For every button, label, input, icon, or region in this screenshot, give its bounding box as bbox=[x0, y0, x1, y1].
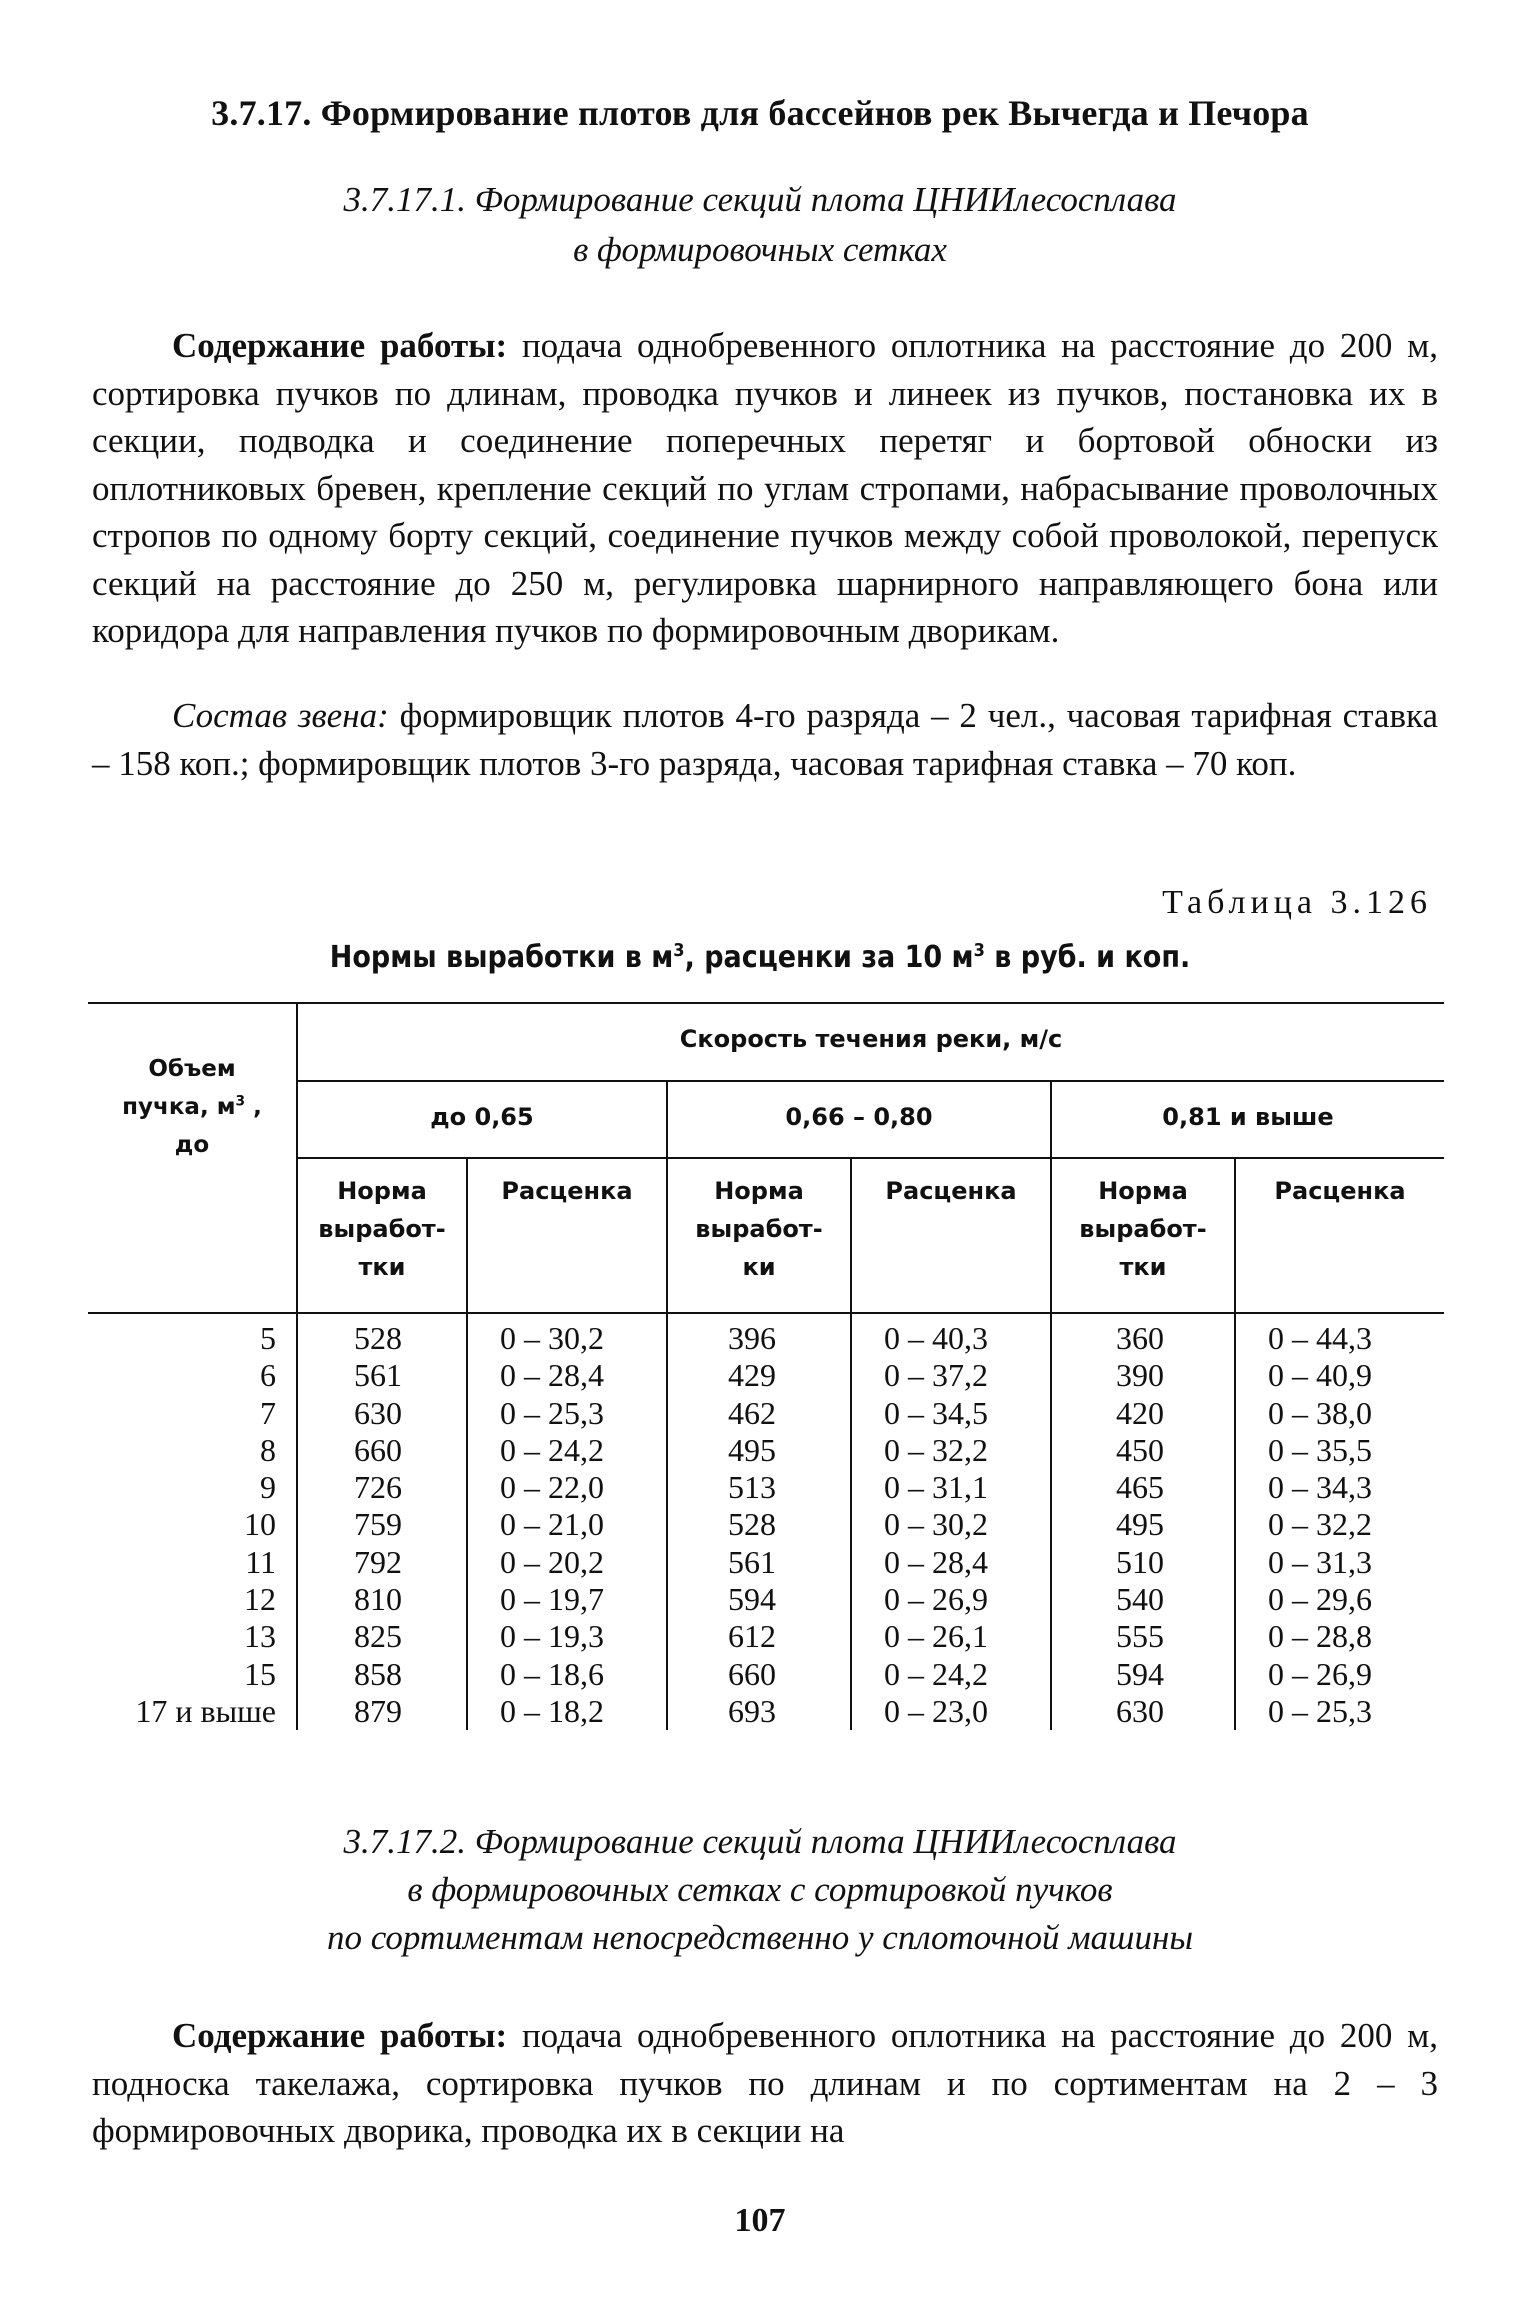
page-number: 107 bbox=[734, 2202, 786, 2239]
rate-header-2: Расценка bbox=[885, 1177, 1017, 1205]
rate-cell-2: 0 – 23,0 bbox=[884, 1692, 988, 1729]
rate-column-2 bbox=[884, 1320, 1044, 1730]
norm-cell-3: 555 bbox=[1116, 1618, 1164, 1655]
norm-header-3-line-1: Норма bbox=[1098, 1177, 1188, 1205]
norm-cell-2: 594 bbox=[728, 1581, 776, 1618]
table-caption-part-3: в руб. и коп. bbox=[984, 940, 1191, 975]
crew-label: Состав звена: bbox=[172, 696, 389, 735]
rate-cell-1: 0 – 18,6 bbox=[500, 1655, 604, 1692]
subsection-2-title-line-1: 3.7.17.2. Формирование секций плота ЦНИИлесосплава bbox=[343, 1822, 1177, 1861]
table-number: Таблица 3.126 bbox=[1162, 884, 1432, 921]
section-title: 3.7.17. Формирование плотов для бассейнов рек Вычегда и Печора bbox=[211, 93, 1309, 133]
norm-header-1-line-1: Норма bbox=[337, 1177, 427, 1205]
rate-cell-1: 0 – 19,3 bbox=[500, 1618, 604, 1655]
rate-cell-2: 0 – 24,2 bbox=[884, 1655, 988, 1692]
rate-cell-2: 0 – 28,4 bbox=[884, 1543, 988, 1580]
norm-header-1-line-2: выработ- bbox=[318, 1215, 446, 1243]
col-volume-header-line-1: Объем bbox=[148, 1056, 236, 1082]
rate-cell-1: 0 – 22,0 bbox=[500, 1469, 604, 1506]
norm-cell-2: 462 bbox=[728, 1394, 776, 1431]
rate-cell-1: 0 – 20,2 bbox=[500, 1543, 604, 1580]
norm-cell-3: 360 bbox=[1116, 1320, 1164, 1356]
volume-cell: 5 bbox=[260, 1320, 276, 1356]
norm-header-2-line-3: ки bbox=[742, 1253, 776, 1281]
rate-cell-2: 0 – 37,2 bbox=[884, 1357, 988, 1394]
norm-cell-2: 528 bbox=[728, 1506, 776, 1543]
norm-cell-3: 630 bbox=[1116, 1692, 1164, 1729]
rate-cell-2: 0 – 31,1 bbox=[884, 1469, 988, 1506]
norm-cell-1: 726 bbox=[354, 1469, 402, 1506]
crew-text: формировщик плотов 4-го разряда – 2 чел., часовая тарифная ставка – 158 коп.; формировщик плотов 3-го разряда, часовая тарифная ставка – 70 коп. bbox=[92, 696, 1439, 783]
rate-cell-1: 0 – 25,3 bbox=[500, 1394, 604, 1431]
subsection-2-title-line-2: в формировочных сетках с сортировкой пучков bbox=[407, 1870, 1113, 1909]
subsection-1-title-line-2: в формировочных сетках bbox=[573, 230, 947, 269]
norm-cell-1: 879 bbox=[354, 1692, 402, 1729]
rate-cell-1: 0 – 28,4 bbox=[500, 1357, 604, 1394]
norm-cell-1: 792 bbox=[354, 1543, 402, 1580]
volume-cell: 11 bbox=[245, 1543, 276, 1580]
rate-cell-3: 0 – 31,3 bbox=[1268, 1543, 1372, 1580]
rate-cell-3: 0 – 35,5 bbox=[1268, 1431, 1372, 1468]
norm-cell-3: 540 bbox=[1116, 1581, 1164, 1618]
norm-cell-2: 561 bbox=[728, 1543, 776, 1580]
norm-cell-1: 810 bbox=[354, 1581, 402, 1618]
header-bottom-rule bbox=[88, 1312, 1444, 1314]
rate-cell-1: 0 – 30,2 bbox=[500, 1320, 604, 1356]
col-volume-header-line-3: до bbox=[174, 1132, 210, 1158]
rate-cell-3: 0 – 34,3 bbox=[1268, 1469, 1372, 1506]
work-content-2-paragraph bbox=[92, 2012, 1438, 2155]
norm-cell-2: 396 bbox=[728, 1320, 776, 1356]
norm-header-3-line-3: тки bbox=[1119, 1253, 1167, 1281]
volume-cell: 15 bbox=[244, 1655, 276, 1692]
subsection-2-title-line-3: по сортиментам непосредственно у сплоточной машины bbox=[326, 1918, 1194, 1957]
rate-header-1: Расценка bbox=[501, 1177, 633, 1205]
rate-cell-3: 0 – 32,2 bbox=[1268, 1506, 1372, 1543]
norm-column-1 bbox=[298, 1320, 458, 1730]
norm-header-1 bbox=[298, 1172, 466, 1286]
volume-cell: 8 bbox=[260, 1431, 276, 1468]
rate-cell-3: 0 – 38,0 bbox=[1268, 1394, 1372, 1431]
norms-table bbox=[88, 1002, 1444, 1730]
g2-inner-divider bbox=[850, 1157, 852, 1730]
volume-cell: 10 bbox=[244, 1506, 276, 1543]
col-volume-header-line-2: пучка, $м^3$ , bbox=[122, 1093, 262, 1120]
norm-cell-3: 450 bbox=[1116, 1431, 1164, 1468]
table-caption-part-2: , расценки за 10 м bbox=[684, 940, 974, 975]
rate-cell-2: 0 – 40,3 bbox=[884, 1320, 988, 1356]
group-header-rule bbox=[296, 1157, 1444, 1159]
volume-cell: 12 bbox=[244, 1581, 276, 1618]
norm-cell-3: 420 bbox=[1116, 1394, 1164, 1431]
rate-cell-1: 0 – 21,0 bbox=[500, 1506, 604, 1543]
volume-cell: 9 bbox=[260, 1469, 276, 1506]
norm-cell-2: 495 bbox=[728, 1431, 776, 1468]
rate-header-3: Расценка bbox=[1274, 1177, 1406, 1205]
table-caption-sup-1: 3 bbox=[673, 940, 685, 961]
rate-column-1 bbox=[500, 1320, 660, 1730]
norm-cell-1: 660 bbox=[354, 1431, 402, 1468]
rate-column-3 bbox=[1268, 1320, 1438, 1730]
norm-header-3-line-2: выработ- bbox=[1079, 1215, 1207, 1243]
rate-cell-3: 0 – 44,3 bbox=[1268, 1320, 1372, 1356]
norm-cell-2: 693 bbox=[728, 1692, 776, 1729]
norm-header-2-line-2: выработ- bbox=[695, 1215, 823, 1243]
volume-cell: 7 bbox=[260, 1394, 276, 1431]
rate-cell-1: 0 – 24,2 bbox=[500, 1431, 604, 1468]
g3-inner-divider bbox=[1234, 1157, 1236, 1730]
col-volume-header bbox=[88, 1050, 296, 1164]
subsection-1-title-line-1: 3.7.17.1. Формирование секций плота ЦНИИлесосплава bbox=[343, 180, 1177, 219]
rate-cell-3: 0 – 40,9 bbox=[1268, 1357, 1372, 1394]
col-volume-header-sup: 3 bbox=[235, 1093, 246, 1110]
work-content-2-text: подача однобревенного оплотника на расстояние до 200 м, подноска такелажа, сортировка пучков по длинам и по сортиментам на 2 – 3 формировочных дворика, проводка их в секции на bbox=[92, 2016, 1438, 2150]
table-caption-part-1: Нормы выработки в м bbox=[329, 940, 674, 975]
group-header-2: 0,66 – 0,80 bbox=[785, 1103, 933, 1131]
rate-cell-3: 0 – 29,6 bbox=[1268, 1581, 1372, 1618]
norm-cell-2: 429 bbox=[728, 1357, 776, 1394]
work-content-label: Содержание работы: bbox=[172, 326, 508, 365]
rate-cell-3: 0 – 25,3 bbox=[1268, 1692, 1372, 1729]
col-volume-header-unit: пучка, м bbox=[122, 1094, 236, 1120]
volume-cell: 13 bbox=[244, 1618, 276, 1655]
volume-cell: 17 и выше bbox=[135, 1692, 276, 1729]
g1-inner-divider bbox=[466, 1157, 468, 1730]
rate-cell-2: 0 – 30,2 bbox=[884, 1506, 988, 1543]
work-content-2-label: Содержание работы: bbox=[172, 2016, 508, 2055]
work-content-paragraph bbox=[92, 322, 1438, 655]
norm-cell-1: 630 bbox=[354, 1394, 402, 1431]
rate-cell-2: 0 – 26,1 bbox=[884, 1618, 988, 1655]
speed-header: Скорость течения реки, м/с bbox=[679, 1025, 1063, 1053]
speed-header-rule bbox=[296, 1080, 1444, 1082]
norm-cell-1: 858 bbox=[354, 1655, 402, 1692]
norm-header-2-line-1: Норма bbox=[714, 1177, 804, 1205]
norm-cell-1: 528 bbox=[354, 1320, 402, 1356]
norm-header-2 bbox=[668, 1172, 850, 1286]
norm-cell-2: 612 bbox=[728, 1618, 776, 1655]
norm-cell-2: 660 bbox=[728, 1655, 776, 1692]
norm-column-3 bbox=[1052, 1320, 1228, 1730]
rate-cell-3: 0 – 28,8 bbox=[1268, 1618, 1372, 1655]
table-caption-sup-2: 3 bbox=[973, 940, 985, 961]
group-header-3: 0,81 и выше bbox=[1162, 1103, 1334, 1131]
norm-cell-3: 594 bbox=[1116, 1655, 1164, 1692]
norm-cell-3: 510 bbox=[1116, 1543, 1164, 1580]
rate-cell-1: 0 – 18,2 bbox=[500, 1692, 604, 1729]
volume-column bbox=[88, 1320, 276, 1730]
norm-header-3 bbox=[1052, 1172, 1234, 1286]
table-top-rule bbox=[88, 1002, 1444, 1004]
rate-cell-2: 0 – 34,5 bbox=[884, 1394, 988, 1431]
norm-cell-3: 465 bbox=[1116, 1469, 1164, 1506]
norm-cell-1: 561 bbox=[354, 1357, 402, 1394]
crew-paragraph bbox=[92, 692, 1438, 787]
norm-cell-2: 513 bbox=[728, 1469, 776, 1506]
norm-header-1-line-3: тки bbox=[358, 1253, 406, 1281]
rate-cell-2: 0 – 32,2 bbox=[884, 1431, 988, 1468]
norm-cell-3: 390 bbox=[1116, 1357, 1164, 1394]
norm-cell-3: 495 bbox=[1116, 1506, 1164, 1543]
rate-cell-3: 0 – 26,9 bbox=[1268, 1655, 1372, 1692]
norm-column-2 bbox=[668, 1320, 836, 1730]
volume-cell: 6 bbox=[260, 1357, 276, 1394]
rate-cell-2: 0 – 26,9 bbox=[884, 1581, 988, 1618]
norm-cell-1: 825 bbox=[354, 1618, 402, 1655]
norm-cell-1: 759 bbox=[354, 1506, 402, 1543]
group-header-1: до 0,65 bbox=[430, 1103, 534, 1131]
table-caption bbox=[0, 940, 1520, 975]
work-content-text: подача однобревенного оплотника на расстояние до 200 м, сортировка пучков по длинам, проводка пучков и линеек из пучков, постановка их в секции, подводка и соединение поперечных перетяг и бортовой обноски из оплотниковых бревен, крепление секций по углам стропами, набрасывание проволочных стропов по одному борту секций, соединение пучков между собой проволокой, перепуск секций на расстояние до 250 м, регулировка шарнирного направляющего бона или коридора для направления пучков по формировочным дворикам. bbox=[92, 326, 1438, 650]
rate-cell-1: 0 – 19,7 bbox=[500, 1581, 604, 1618]
